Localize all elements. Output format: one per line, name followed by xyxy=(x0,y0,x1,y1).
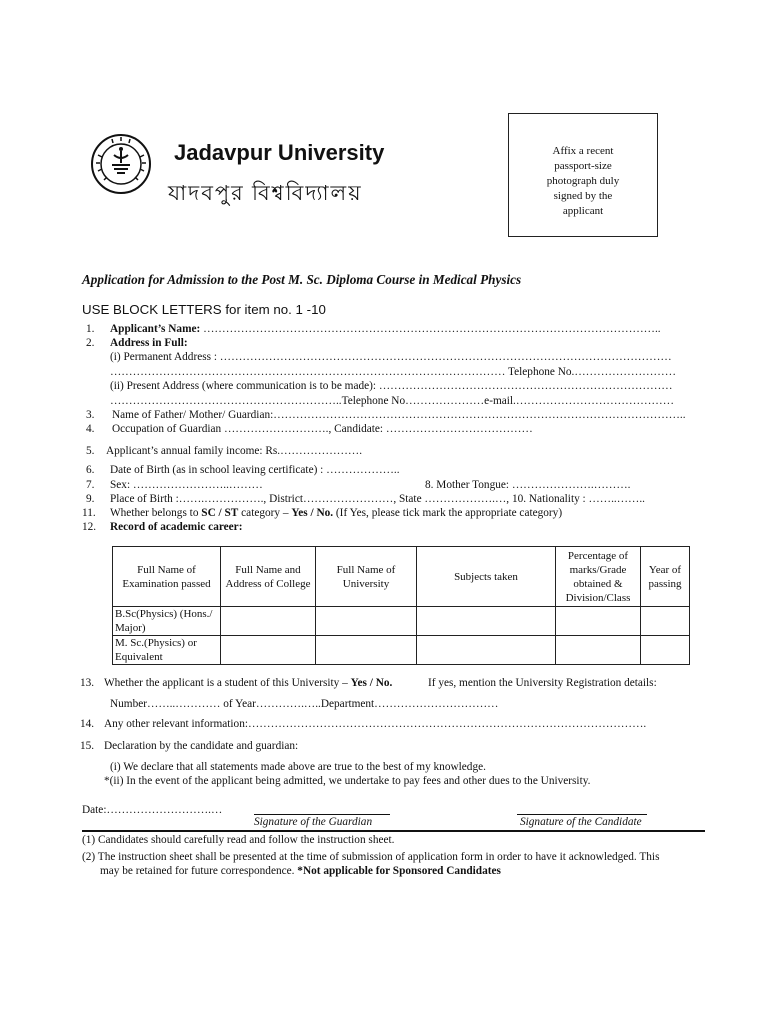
column-header: Subjects taken xyxy=(417,547,556,607)
note-text: may be retained for future correspondence. xyxy=(100,865,298,877)
declaration-text: *(ii) In the event of the applicant being admitted, we undertake to pay fees and other dues to the University. xyxy=(104,775,591,787)
academic-record-table xyxy=(112,546,690,665)
permanent-address-field[interactable]: (i) Permanent Address : ………………………………………………………………………………………………………… xyxy=(110,351,672,363)
table-header-row xyxy=(113,547,690,607)
university-seal-logo xyxy=(90,133,152,195)
item-number: 9. xyxy=(86,493,95,505)
field-text: Whether belongs to xyxy=(110,507,202,519)
other-information-field[interactable]: Any other relevant information:……………………………………………………………………………………………. xyxy=(104,718,647,730)
column-header: Full Name and Address of College xyxy=(221,547,316,607)
guardian-signature-label: Signature of the Guardian xyxy=(254,816,373,828)
guardian-name-field[interactable]: Name of Father/ Mother/ Guardian:……………………………………………………………………………………………….. xyxy=(112,409,686,421)
photo-instruction-line: Affix a recent xyxy=(552,145,614,157)
photo-instruction-line: photograph duly xyxy=(546,175,620,187)
column-header: Full Name of University xyxy=(316,547,417,607)
registration-number-field[interactable]: Number……..………… of Year………….…..Department…………………………… xyxy=(110,698,499,710)
table-row xyxy=(113,607,690,636)
block-letters-instruction: USE BLOCK LETTERS for item no. 1 -10 xyxy=(82,302,326,317)
item-number: 1. xyxy=(86,323,95,335)
occupation-field[interactable]: Occupation of Guardian ………………………., Candidate: ………………………………… xyxy=(112,423,533,435)
table-cell[interactable] xyxy=(221,636,316,665)
field-text: category – xyxy=(238,507,292,519)
table-cell[interactable] xyxy=(316,607,417,636)
present-address-field[interactable]: (ii) Present Address (where communication is to be made): …………………………………………………………………… xyxy=(110,380,673,392)
present-address-line2-field[interactable]: ……………………………………………………..Telephone No…………………e-mail.…………………………………… xyxy=(110,395,675,407)
column-header: Year of passing xyxy=(641,547,690,607)
item-number: 11. xyxy=(82,507,96,519)
applicant-name-field[interactable] xyxy=(110,323,661,335)
university-student-field[interactable] xyxy=(104,677,392,689)
university-name-english: Jadavpur University xyxy=(174,140,385,165)
guardian-signature-line xyxy=(254,814,390,815)
row-label: M. Sc.(Physics) or Equivalent xyxy=(113,636,221,665)
column-header: Full Name of Examination passed xyxy=(113,547,221,607)
candidate-signature-label: Signature of the Candidate xyxy=(520,816,642,828)
place-of-birth-field[interactable]: Place of Birth :…….……………., District……………………, State ……………….…, 10. Nationality : ……..…….. xyxy=(110,493,645,505)
item-number: 13. xyxy=(80,677,95,689)
table-cell[interactable] xyxy=(641,607,690,636)
mother-tongue-field[interactable]: 8. Mother Tongue: ………………….………. xyxy=(425,479,631,491)
instruction-note: (1) Candidates should carefully read and follow the instruction sheet. xyxy=(82,834,395,846)
fill-dots: ………………………………………………………………………………………………………….. xyxy=(203,323,661,335)
sc-st-category-field[interactable] xyxy=(110,507,562,519)
item-number: 15. xyxy=(80,740,95,752)
instruction-note: (2) The instruction sheet shall be presented at the time of submission of application form in order to have it acknowledged. This xyxy=(82,851,660,863)
item-number: 7. xyxy=(86,479,95,491)
university-name-bengali: যাদবপুর বিশ্ববিদ্যালয় xyxy=(168,181,363,205)
declaration-text: (i) We declare that all statements made above are true to the best of my knowledge. xyxy=(110,761,486,773)
declaration-heading: Declaration by the candidate and guardian: xyxy=(104,740,299,752)
field-text: (If Yes, please tick mark the appropriate category) xyxy=(333,507,563,519)
column-header: Percentage of marks/Grade obtained & Division/Class xyxy=(556,547,641,607)
divider xyxy=(82,830,705,832)
category-options: SC / ST xyxy=(201,507,239,519)
photo-instruction-line: passport-size xyxy=(554,160,612,172)
date-of-birth-field[interactable]: Date of Birth (as in school leaving certificate) : ……………….. xyxy=(110,464,400,476)
item-number: 3. xyxy=(86,409,95,421)
table-row xyxy=(113,636,690,665)
table-cell[interactable] xyxy=(316,636,417,665)
item-number: 2. xyxy=(86,337,95,349)
field-label: Applicant’s Name: xyxy=(110,323,201,335)
yes-no-options: Yes / No. xyxy=(350,677,393,689)
photo-instruction-line: signed by the xyxy=(553,190,613,202)
academic-record-heading: Record of academic career: xyxy=(110,521,243,533)
table-cell[interactable] xyxy=(641,636,690,665)
permanent-address-line2-field[interactable]: …………………………………………………………………………………………… Telephone No.……………………… xyxy=(110,366,677,378)
photo-instruction-line: applicant xyxy=(562,205,604,217)
item-number: 4. xyxy=(86,423,95,435)
date-field[interactable]: Date:……………………….… xyxy=(82,804,223,816)
item-number: 14. xyxy=(80,718,95,730)
table-cell[interactable] xyxy=(556,607,641,636)
family-income-field[interactable]: Applicant’s annual family income: Rs.…………………. xyxy=(106,445,363,457)
field-text: Whether the applicant is a student of this University – xyxy=(104,677,351,689)
sex-field[interactable]: Sex: ……………………..……… xyxy=(110,479,263,491)
photo-box xyxy=(508,113,658,237)
item-number: 12. xyxy=(82,521,97,533)
sponsored-note: *Not applicable for Sponsored Candidates xyxy=(297,865,501,877)
table-cell[interactable] xyxy=(417,636,556,665)
candidate-signature-line xyxy=(517,814,647,815)
table-cell[interactable] xyxy=(556,636,641,665)
yes-no-options: Yes / No. xyxy=(291,507,334,519)
registration-details-label: If yes, mention the University Registration details: xyxy=(428,677,657,689)
row-label: B.Sc(Physics) (Hons./ Major) xyxy=(113,607,221,636)
table-cell[interactable] xyxy=(221,607,316,636)
item-number: 5. xyxy=(86,445,95,457)
instruction-note xyxy=(100,865,501,877)
form-title: Application for Admission to the Post M. Sc. Diploma Course in Medical Physics xyxy=(82,272,522,287)
table-cell[interactable] xyxy=(417,607,556,636)
field-label: Address in Full: xyxy=(110,337,188,349)
item-number: 6. xyxy=(86,464,95,476)
